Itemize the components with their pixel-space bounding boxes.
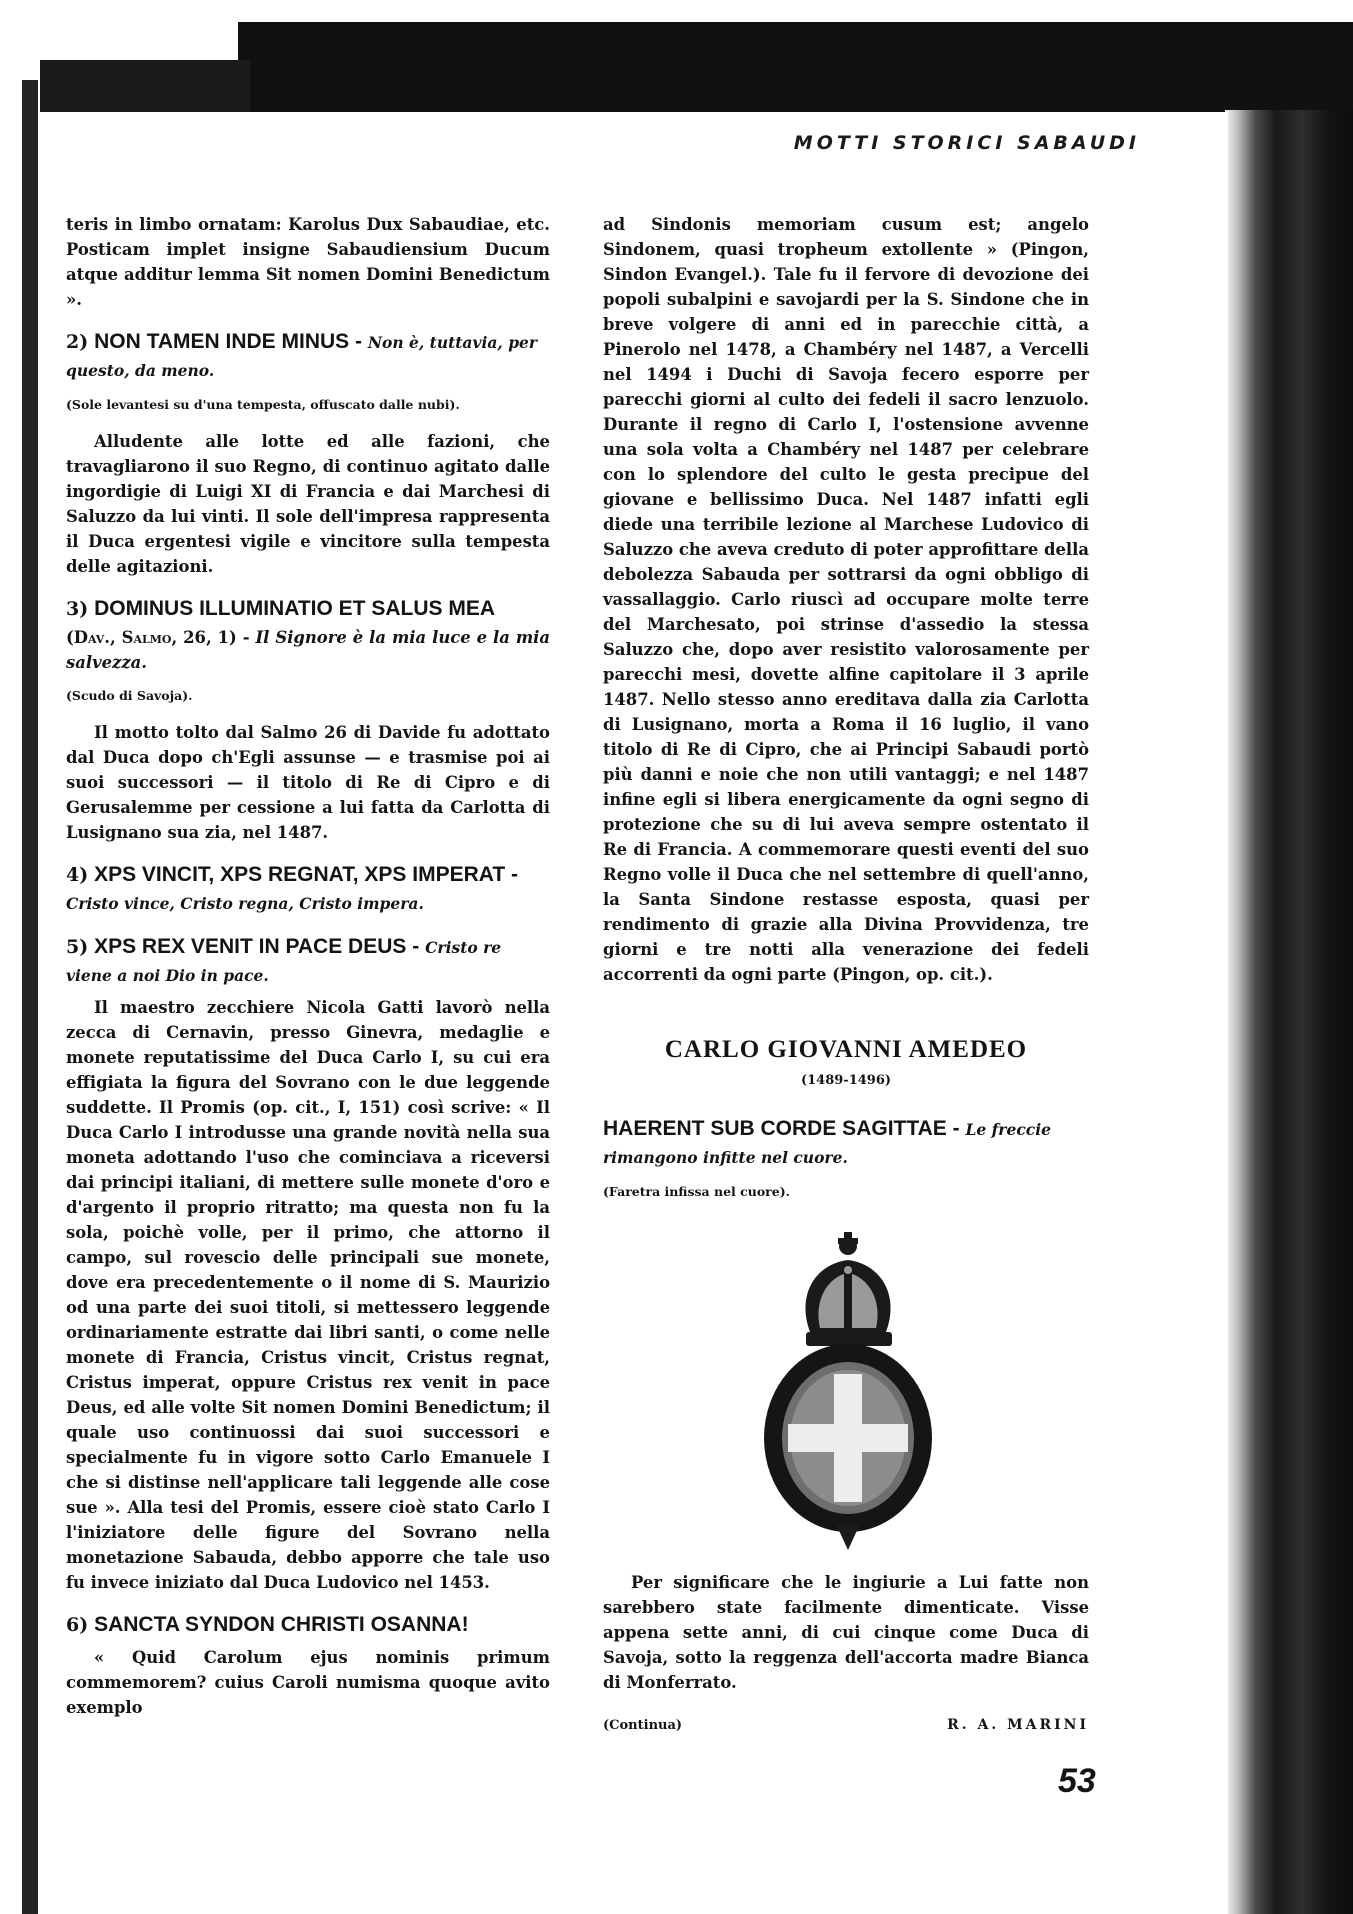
- author-signature: R. A. MARINI: [947, 1717, 1089, 1733]
- paragraph-continuation: ad Sindonis memoriam cusum est; angelo Sindonem, quasi tropheum extollente » (Pingon, Sindon Evangel.). Tale fu il fervore di devozione dei popoli subalpini e savojardi per la S. Sindone che in breve volgere di anni ed in parecchie città, a Pinerolo nel 1478, a Chambéry nel 1487, a Vercelli nel 1494 i Duchi di Savoja fecero esporre per parecchi giorni al culto dei fedeli il sacro lenzuolo. Durante il regno di Carlo I, l'ostensione avvenne una sola volta a Chambéry nel 1487 per celebrare con lo splendore del culto le gesta precipue del giovane e bellissimo Duca. Nel 1487 infatti egli diede una terribile lezione al Marchese Ludovico di Saluzzo che aveva creduto di poter approfittare della debolezza Sabauda per sottrarsi da ogni obbligo di vassallaggio. Carlo riuscì ad occupare molte terre del Marchesato, poi strinse d'assedio la stessa Saluzzo che, dopo aver resistito valorosamente per parecchi mesi, dovette alfine capitolare il 3 aprile 1487. Nello stesso anno ereditava dalla zia Carlotta di Lusignano, morta a Roma il 16 luglio, il vano titolo di Re di Cipro, che ai Principi Sabaudi portò più danni e noie che non utili vantaggi; e nel 1487 infine egli si libera energicamente da ogni segno di protezione che su di lui aveva sempre ostentato il Re di Francia. A commemorare questi eventi del suo Regno volle il Duca che nel settembre di quell'anno, la Santa Sindone restasse esposta, quasi per rendimento di grazie alla Divina Provvidenza, tre giorni e tre notti alla venerazione dei fedeli accorrenti da ogni parte (Pingon, op. cit.).: [603, 215, 1089, 984]
- savoy-emblem-figure: [603, 1224, 1089, 1554]
- scan-page-edges-right: [1225, 110, 1353, 1914]
- motto-translation: Cristo re viene a noi Dio in pace.: [66, 938, 502, 985]
- motto-2: [66, 328, 550, 384]
- savoy-crown-shield-icon: [748, 1224, 948, 1554]
- section-title: CARLO GIOVANNI AMEDEO: [664, 1036, 1028, 1063]
- motto-number: 5): [66, 936, 89, 958]
- left-column: [66, 212, 550, 1728]
- scan-shadow-left: [22, 80, 38, 1914]
- motto-title: XPS REX VENIT IN PACE DEUS: [94, 935, 407, 958]
- motto-caption: (Scudo di Savoja).: [66, 688, 193, 703]
- motto-title: SANCTA SYNDON CHRISTI OSANNA!: [94, 1613, 469, 1636]
- motto-dash: -: [946, 1117, 966, 1140]
- paragraph: Alludente alle lotte ed alle fazioni, che travagliarono il suo Regno, di continuo agitato dalle ingordigie di Luigi XI di Francia e dai Marchesi di Saluzzo da lui vinti. Il sole dell'impresa rappresenta il Duca ergentesi vigile e vincitore sulla tempesta delle agitazioni.: [66, 432, 550, 576]
- motto-dash: -: [505, 863, 519, 886]
- continua-note: (Continua): [603, 1718, 683, 1733]
- motto-dash: -: [406, 935, 426, 958]
- motto-translation: Cristo vince, Cristo regna, Cristo impera.: [66, 894, 424, 913]
- paragraph: Il motto tolto dal Salmo 26 di Davide fu adottato dal Duca dopo ch'Egli assunse — e trasmise poi ai suoi successori — il titolo di Re di Cipro e di Gerusalemme per cessione a lui fatta da Carlotta di Lusignano sua zia, nel 1487.: [66, 723, 550, 842]
- scan-border-top: [0, 0, 1353, 22]
- motto-translation: Le freccie rimangono infitte nel cuore.: [603, 1120, 1051, 1167]
- motto-title: NON TAMEN INDE MINUS: [94, 330, 350, 353]
- section-dates: (1489-1496): [800, 1073, 892, 1088]
- signature-row: [603, 1713, 1089, 1738]
- motto-reference: (Dav., Salmo, 26, 1): [66, 628, 237, 647]
- scan-shadow-top-left: [40, 60, 250, 117]
- motto-title: HAERENT SUB CORDE SAGITTAE: [603, 1117, 947, 1140]
- motto-3-detail: [66, 625, 550, 675]
- motto-title: DOMINUS ILLUMINATIO ET SALUS MEA: [94, 597, 495, 620]
- motto-title: XPS VINCIT, XPS REGNAT, XPS IMPERAT: [94, 863, 506, 886]
- right-column: [603, 212, 1089, 1738]
- paragraph: Il maestro zecchiere Nicola Gatti lavorò nella zecca di Cernavin, presso Ginevra, medaglie e monete reputatissime del Duca Carlo I, su cui era effigiata la figura del Sovrano con le due leggende suddette. Il Promis (op. cit., I, 151) così scrive: « Il Duca Carlo I introdusse una grande novità nella sua moneta adottando l'uso che cominciava a riceversi dai principi italiani, di mettere sulle monete d'oro e d'argento il proprio ritratto; ma questa non fu la sola, poichè volle, per il primo, che attorno il campo, sul rovescio delle principali sue monete, dove era precedentemente o il nome di S. Maurizio od una parte dei suoi titoli, si mettessero leggende ordinariamente estratte dai libri santi, o come nelle monete di Francia, Cristus vincit, Cristus regnat, Cristus imperat, oppure Cristus rex venit in pace Deus, ed alle volte Sit nomen Domini Benedictum; il quale uso continuossi dai suoi successori e specialmente fu in vigore sotto Carlo Emanuele I che si distinse nell'applicare tali leggende alle cose sue ». Alla tesi del Promis, essere cioè stato Carlo I l'iniziatore delle figure del Sovrano nella monetazione Sabauda, debbo apporre che tale uso fu invece iniziato dal Duca Ludovico nel 1453.: [66, 998, 550, 1592]
- magazine-page: [38, 112, 1228, 1914]
- scan-shadow-top: [238, 22, 1353, 117]
- motto-3: [66, 595, 550, 623]
- running-title: MOTTI STORICI SABAUDI: [793, 132, 1140, 154]
- motto-dash: -: [349, 330, 368, 353]
- motto-number: 3): [66, 598, 89, 620]
- motto-4: [66, 861, 550, 917]
- motto-5: [66, 933, 550, 989]
- motto-number: 2): [66, 331, 89, 353]
- closing-paragraph: Per significare che le ingiurie a Lui fatte non sarebbero state facilmente dimenticate. Visse appena sette anni, di cui cinque come Duca di Savoja, sotto la reggenza dell'accorta madre Bianca di Monferrato.: [603, 1573, 1089, 1692]
- motto-translation: Il Signore è la mia luce e la mia salvezza.: [66, 628, 551, 672]
- motto-caption: (Faretra infissa nel cuore).: [603, 1184, 790, 1199]
- motto-translation: Non è, tuttavia, per questo, da meno.: [66, 333, 538, 380]
- paragraph-continuation: teris in limbo ornatam: Karolus Dux Sabaudiae, etc. Posticam implet insigne Sabaudiensium Ducum atque additur lemma Sit nomen Domini Benedictum ».: [66, 215, 550, 309]
- motto-caption: (Sole levantesi su d'una tempesta, offuscato dalle nubi).: [66, 397, 460, 412]
- motto-number: 4): [66, 864, 89, 886]
- motto-number: 6): [66, 1614, 89, 1636]
- motto-haerent: [603, 1115, 1089, 1171]
- paragraph: « Quid Carolum ejus nominis primum commemorem? cuius Caroli numisma quoque avito exemplo: [66, 1648, 550, 1717]
- motto-dash: -: [236, 628, 256, 647]
- page-number: 53: [1058, 1762, 1096, 1800]
- motto-6: [66, 1611, 550, 1639]
